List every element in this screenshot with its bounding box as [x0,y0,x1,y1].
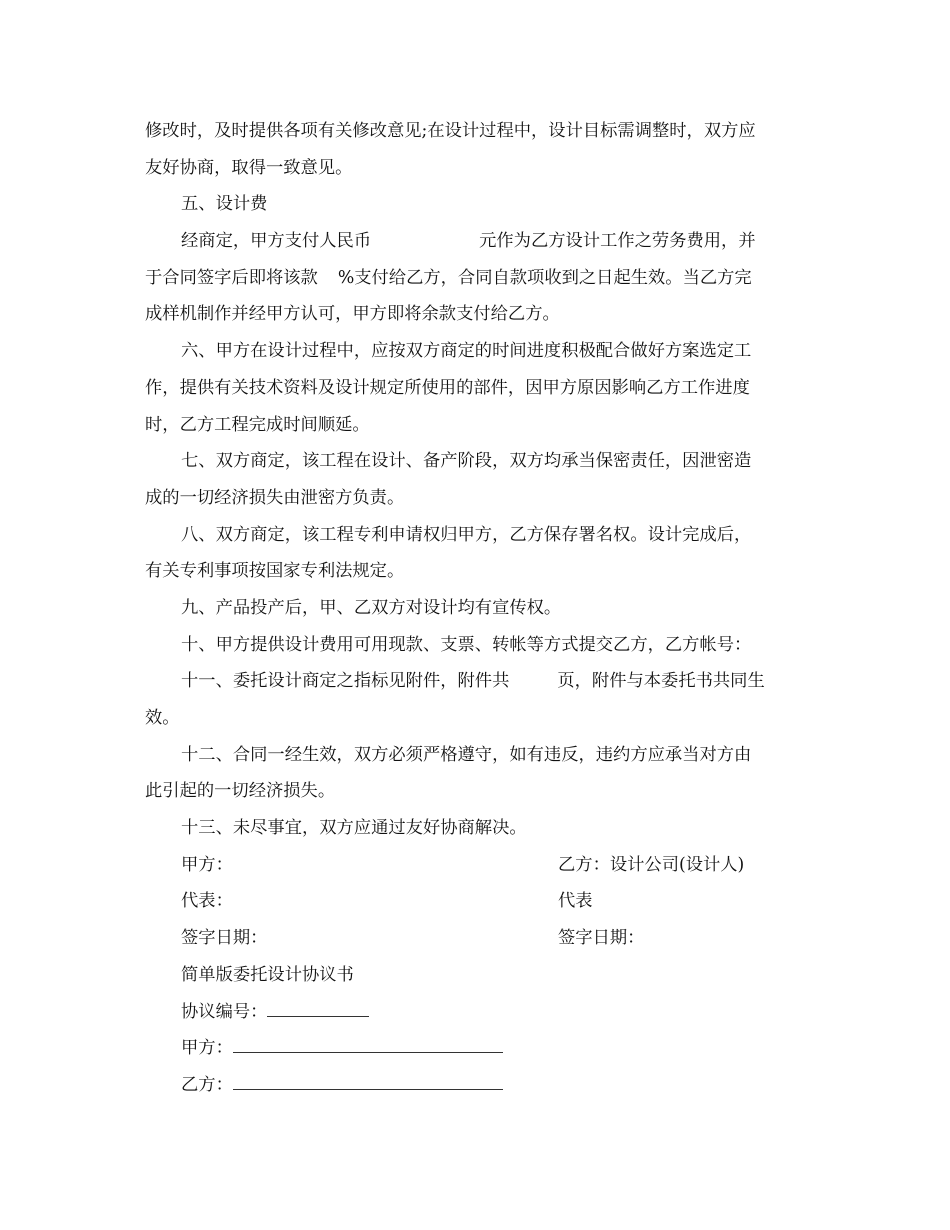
attachment-text-after-blank: 页，附件与本委托书共同生 [557,671,765,692]
agreement-number-row [145,994,810,1031]
clause-nine-line: 九、产品投产后，甲、乙双方对设计均有宣传权。 [181,597,562,618]
signature-row-representative [145,883,810,920]
signature-row-party [145,847,810,884]
paragraph-line: 友好协商，取得一致意见。 [145,157,353,178]
clause-seven-line: 七、双方商定，该工程在设计、备产阶段，双方均承当保密责任，因泄密造 [181,451,752,472]
clause-six-line: 时，乙方工程完成时间顺延。 [145,414,370,435]
document-body [145,113,810,1104]
party-a-representative-label: 代表： [181,891,233,912]
clause-eleven-line [145,663,810,700]
percent-text-after-blank: %支付给乙方，合同自款项收到之日起生效。当乙方完 [337,267,752,288]
party-a-label: 甲方： [181,1038,233,1059]
party-b-label: 乙方： [181,1074,233,1095]
clause-thirteen-line: 十三、未尽事宜，双方应通过友好协商解决。 [181,818,527,839]
agreement-number-label: 协议编号： [181,1001,268,1022]
party-a-signature-label: 甲方： [181,854,233,875]
clause-eight-line: 有关专利事项按国家专利法规定。 [145,561,405,582]
signature-row-date [145,920,810,957]
party-b-signature-label: 乙方：设计公司(设计人) [558,854,745,875]
clause-eleven-line: 效。 [145,708,180,728]
paragraph-line-fee-percent [145,260,810,297]
clause-twelve-line: 十二、合同一经生效，双方必须严格遵守，如有违反，违约方应承当对方由 [181,744,752,765]
agreement-number-blank [267,1002,369,1017]
clause-six-line: 六、甲方在设计过程中，应按双方商定的时间进度积极配合做好方案选定工 [181,341,752,362]
section-heading-design-fee: 五、设计费 [181,194,268,215]
fee-text-before-blank: 经商定，甲方支付人民币 [181,231,372,252]
paragraph-line-fee-amount [145,223,810,260]
party-b-representative-label: 代表 [558,891,593,912]
clause-six-line: 作，提供有关技术资料及设计规定所使用的部件，因甲方原因影响乙方工作进度 [145,377,750,398]
clause-eight-line: 八、双方商定，该工程专利申请权归甲方，乙方保存署名权。设计完成后， [181,524,752,545]
clause-twelve-line: 此引起的一切经济损失。 [145,781,336,802]
paragraph-line: 修改时，及时提供各项有关修改意见;在设计过程中，设计目标需调整时，双方应 [145,121,756,141]
party-b-row [145,1067,810,1104]
clause-seven-line: 成的一切经济损失由泄密方负责。 [145,487,405,508]
paragraph-line: 成样机制作并经甲方认可，甲方即将余款支付给乙方。 [145,304,560,325]
party-a-row [145,1030,810,1067]
party-a-sign-date-label: 签字日期： [181,928,268,949]
party-a-blank [233,1038,503,1053]
fee-text-after-blank: 元作为乙方设计工作之劳务费用，并 [479,231,756,252]
percent-text-before-blank: 于合同签字后即将该款 [145,267,318,288]
clause-ten-line: 十、甲方提供设计费用可用现款、支票、转帐等方式提交乙方，乙方帐号： [181,634,752,655]
attachment-text-before-blank: 十一、委托设计商定之指标见附件，附件共 [181,671,510,692]
second-agreement-title: 简单版委托设计协议书 [181,964,354,985]
party-b-blank [233,1075,503,1090]
party-b-sign-date-label: 签字日期： [558,928,645,949]
